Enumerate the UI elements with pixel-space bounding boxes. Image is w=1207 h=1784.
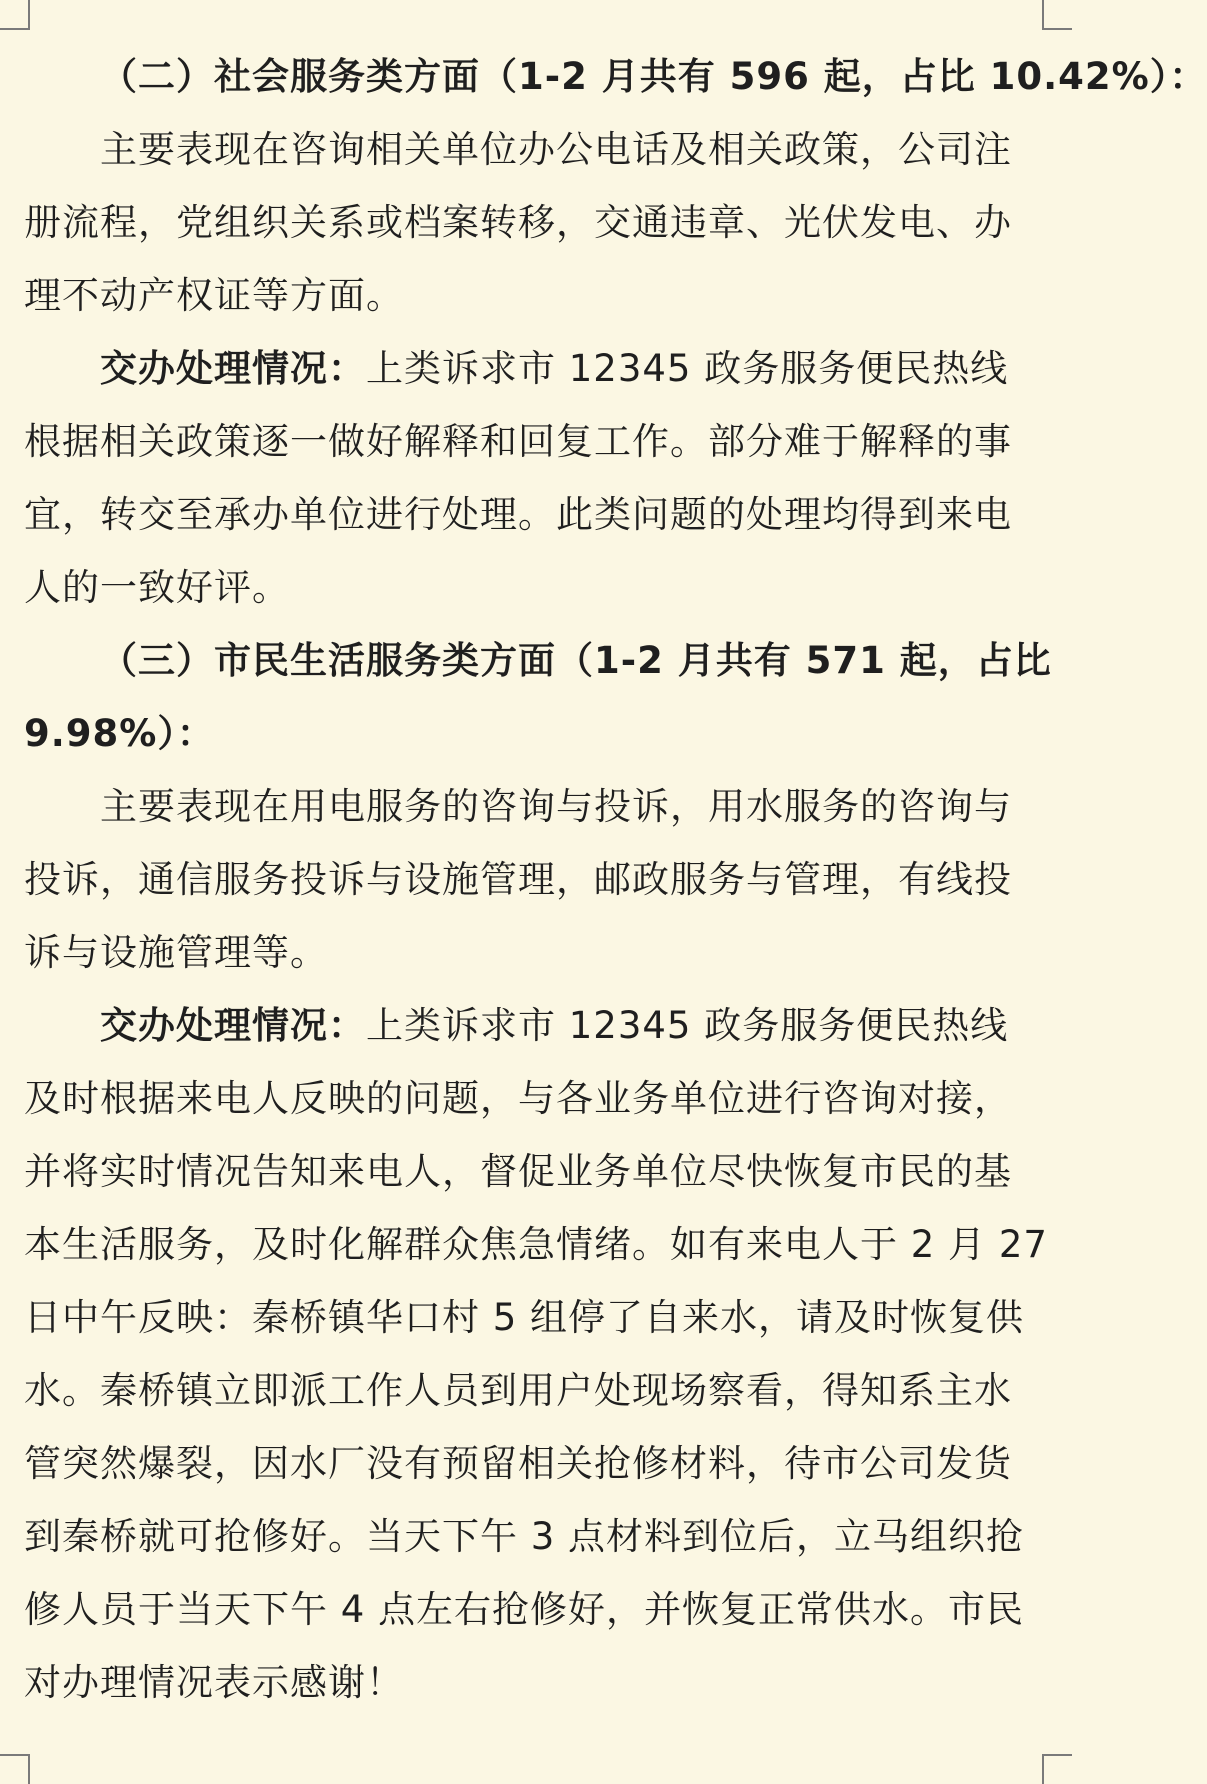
section-2-handling-line: 人的一致好评。 [24,566,290,609]
section-3-heading: （三）市民生活服务类方面（1-2 月共有 571 起，占比 [100,639,1052,682]
section-3-handling-line: 水。秦桥镇立即派工作人员到用户处现场察看，得知系主水 [24,1369,1012,1412]
document-page [24,40,1207,1719]
section-3-heading-continued: 9.98%）： [24,712,215,755]
crop-mark-top-right [1042,0,1072,30]
section-2-body-line: 主要表现在咨询相关单位办公电话及相关政策，公司注 [100,128,1012,171]
handling-label: 交办处理情况： [100,347,366,390]
section-3-handling-line: 修人员于当天下午 4 点左右抢修好，并恢复正常供水。市民 [24,1588,1025,1631]
section-2-handling-line: 宜，转交至承办单位进行处理。此类问题的处理均得到来电 [24,493,1012,536]
section-3-body-line: 诉与设施管理等。 [24,931,328,974]
handling-label: 交办处理情况： [100,1004,366,1047]
section-3-handling-line: 管突然爆裂，因水厂没有预留相关抢修材料，待市公司发货 [24,1442,1012,1485]
section-2-handling-line: 根据相关政策逐一做好解释和回复工作。部分难于解释的事 [24,420,1012,463]
section-3-handling-line: 日中午反映：秦桥镇华口村 5 组停了自来水，请及时恢复供 [24,1296,1025,1339]
section-2-body-line: 理不动产权证等方面。 [24,274,404,317]
section-3-body-line: 主要表现在用电服务的咨询与投诉，用水服务的咨询与 [100,785,1012,828]
section-3-handling-line: 对办理情况表示感谢！ [24,1661,404,1704]
crop-mark-bottom-left [0,1754,30,1784]
crop-mark-bottom-right [1042,1754,1072,1784]
section-3-handling-line: 及时根据来电人反映的问题，与各业务单位进行咨询对接， [24,1077,1012,1120]
section-3-handling-line: 本生活服务，及时化解群众焦急情绪。如有来电人于 2 月 27 [24,1223,1048,1266]
handling-text: 上类诉求市 12345 政务服务便民热线 [366,347,1009,390]
section-3-handling-line: 并将实时情况告知来电人，督促业务单位尽快恢复市民的基 [24,1150,1012,1193]
section-3-body-line: 投诉，通信服务投诉与设施管理，邮政服务与管理，有线投 [24,858,1012,901]
section-3-handling-line: 到秦桥就可抢修好。当天下午 3 点材料到位后，立马组织抢 [24,1515,1025,1558]
handling-text: 上类诉求市 12345 政务服务便民热线 [366,1004,1009,1047]
section-2-heading: （二）社会服务类方面（1-2 月共有 596 起，占比 10.42%）： [100,55,1207,98]
section-2-body-line: 册流程，党组织关系或档案转移，交通违章、光伏发电、办 [24,201,1012,244]
crop-mark-top-left [0,0,30,30]
section-2-handling-first-line [24,332,1026,405]
section-3-handling-first-line [24,989,1026,1062]
